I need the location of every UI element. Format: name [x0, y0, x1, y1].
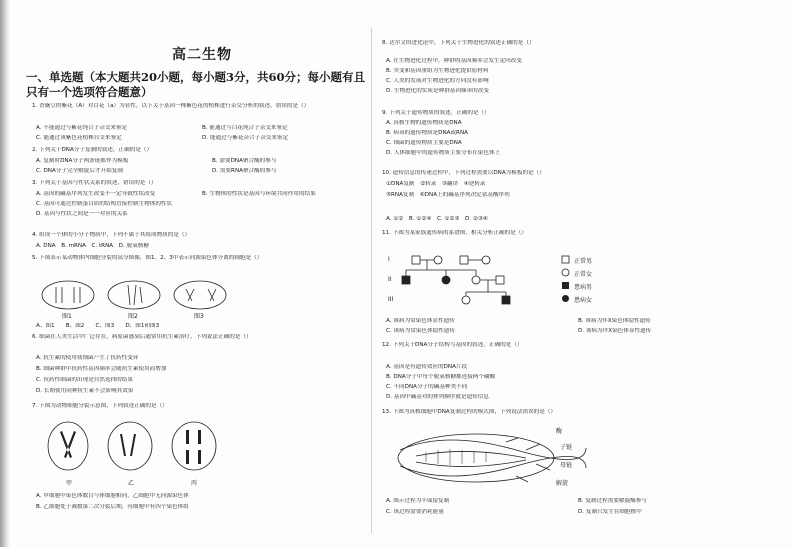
q2-option-c[interactable]: C. DNA分子完全解旋后才开始复制	[36, 168, 123, 174]
q13-label-enzyme: 酶	[556, 428, 563, 435]
q10-items-1: ①DNA复制 ②转录 ③翻译 ④逆转录	[386, 181, 486, 187]
q7-fig-label-bing: 丙	[191, 480, 198, 487]
q11-option-b[interactable]: B. 该病为伴X染色体隐性遗传	[578, 318, 651, 324]
legend-normal-male: 正常男	[574, 258, 593, 265]
q13-option-a[interactable]: A. 图示过程为半保留复制	[386, 498, 450, 504]
q12-option-a[interactable]: A. 基因是有遗传效应的DNA片段	[386, 364, 468, 370]
q2-option-a[interactable]: A. 复制时DNA分子两条链都作为模板	[36, 158, 129, 164]
q8-stem: 8. 达尔文的进化论中，下列关于生物进化的叙述正确的是（）	[382, 40, 535, 46]
q3-option-b[interactable]: B. 生物体的性状是基因与环境共同作用的结果	[202, 191, 316, 197]
q4-stem: 4. 组成一个体的小分子物质中，下列不属于其组成物质的是（）	[32, 232, 191, 238]
q4-options[interactable]: A. DNA B. mRNA C. tRNA D. 脱氧核糖	[36, 243, 149, 249]
q13-option-d[interactable]: D. 复制只发生在细胞核中	[578, 509, 642, 515]
q1-option-d[interactable]: D. 能通过与紫花杂合子杂交来鉴定	[202, 135, 289, 141]
q13-label-parent-strand: 母链	[560, 462, 573, 469]
q9-option-c[interactable]: C. 细菌的遗传物质主要是DNA	[386, 140, 462, 146]
q3-stem: 3. 下列关于基因与性状关系的叙述，错误的是（）	[32, 180, 157, 186]
q5-fig-label-3: 图3	[194, 313, 204, 320]
q13-label-daughter-strand: 子链	[560, 444, 573, 451]
legend-normal-female: 正常女	[574, 271, 593, 278]
q12-option-d[interactable]: D. 基因中碱基对的排列顺序就是遗传信息	[386, 394, 489, 400]
q5-fig-label-2: 图2	[128, 313, 138, 320]
q8-option-c[interactable]: C. 人类的发展对生物进化的方向没有影响	[386, 78, 489, 84]
q13-stem: 13. 下图为真核细胞中DNA复制过程的模式图，下列说法错误的是（）	[382, 409, 557, 415]
q2-option-d[interactable]: D. 需要RNA聚合酶的参与	[212, 168, 277, 174]
q6-option-a[interactable]: A. 抗生素的使用使细菌产生了抗药性变异	[36, 355, 139, 361]
q13-option-c[interactable]: C. 该过程需要消耗能量	[386, 509, 444, 515]
q7-stem: 7. 下图为动物细胞分裂示意图，下列叙述正确的是（）	[32, 403, 168, 409]
q13-dna-replication-figure	[386, 420, 646, 496]
q3-option-c[interactable]: C. 基因可通过控制蛋白质的结构直接控制生物体的性状	[36, 201, 173, 207]
q12-option-c[interactable]: C. 不同DNA分子的碱基种类不同	[386, 384, 468, 390]
q3-option-d[interactable]: D. 基因与性状之间是一一对应的关系	[36, 211, 128, 217]
q6-option-b[interactable]: B. 细菌种群中抗药性基因频率会随抗生素使用而增加	[36, 366, 167, 372]
right-column	[378, 0, 778, 547]
q11-option-a[interactable]: A. 该病为常染色体显性遗传	[386, 318, 455, 324]
q12-stem: 12. 下列关于DNA分子结构与基因的叙述，正确的是（）	[382, 342, 523, 348]
q11-option-d[interactable]: D. 该病为伴X染色体显性遗传	[578, 328, 652, 334]
q1-option-a[interactable]: A. 不能通过与紫花纯合子杂交来鉴定	[36, 125, 128, 131]
q1-option-c[interactable]: C. 能通过该紫色花植株自交来鉴定	[36, 135, 122, 141]
pedigree-gen-ii: II	[388, 276, 392, 283]
q2-option-b[interactable]: B. 需要DNA聚合酶的参与	[212, 158, 277, 164]
q8-option-d[interactable]: D. 生物进化的实质是种群基因频率的改变	[386, 88, 489, 94]
legend-affected-male: 患病男	[574, 284, 593, 291]
q8-option-a[interactable]: A. 在生物进化过程中，种群的基因频率会发生定向改变	[386, 58, 522, 64]
q1-stem: 1. 香豌豆的紫花（A）对白花（a）为显性，以下关于基因一株紫色花的植株进行杂交分析的叙述，错误的是（）	[32, 103, 310, 109]
q10-items-2: ⑤RNA复制 ⑥DNA上的碱基序列决定氨基酸序列	[386, 192, 510, 198]
q12-option-b[interactable]: B. DNA分子中每个脱氧核糖都连接两个磷酸	[386, 374, 496, 380]
q11-pedigree	[386, 252, 636, 312]
q5-options[interactable]: A、图1 B、图2 C、图3 D、图1和图3	[36, 323, 160, 329]
q1-option-b[interactable]: B. 能通过与白花纯合子杂交来鉴定	[202, 125, 288, 131]
q8-option-b[interactable]: B. 突变和基因重组为生物进化提供原材料	[386, 68, 489, 74]
section-heading: 一、单选题（本大题共20小题，每小题3分，共60分；每小题有且只有一个选项符合题意）	[26, 70, 366, 99]
q7-option-b[interactable]: B. 乙细胞处于减数第二次分裂后期，丙细胞中有四个染色体组	[36, 504, 189, 510]
legend-affected-female: 患病女	[574, 297, 593, 304]
q7-option-a[interactable]: A. 甲细胞中染色体数目与体细胞相同，乙细胞中无同源染色体	[36, 493, 189, 499]
q9-option-b[interactable]: B. 病毒的遗传物质是DNA或RNA	[386, 130, 468, 136]
q11-option-c[interactable]: C. 该病为常染色体隐性遗传	[386, 328, 455, 334]
pedigree-gen-i: I	[388, 256, 390, 263]
q9-option-d[interactable]: D. 人体细胞中的遗传物质主要分布在染色体上	[386, 150, 501, 156]
q9-option-a[interactable]: A. 真核生物的遗传物质是DNA	[386, 120, 462, 126]
q5-fig-label-1: 图1	[62, 313, 72, 320]
q6-stem: 6. 细菌在人类生活中广泛存在，病原菌感染后通常用抗生素治疗，下列说法正确的是（）	[32, 334, 252, 340]
q10-options[interactable]: A. ①② B. ①②④ C. ①②③ D. ②③④	[386, 216, 488, 222]
pedigree-gen-iii: III	[388, 296, 394, 303]
q2-stem: 2. 下列关于DNA分子复制的叙述，正确的是（）	[32, 147, 153, 153]
q13-label-unwinding: 解旋	[556, 480, 569, 487]
page-title: 高二生物	[172, 47, 232, 63]
column-divider	[371, 28, 372, 533]
q11-stem: 11. 下图为某家族遗传病的系谱图，相关分析正确的是（）	[382, 230, 527, 236]
q7-figure	[36, 418, 236, 487]
q6-option-c[interactable]: C. 抗药性细菌的出现是自然选择的结果	[36, 377, 133, 383]
q5-figure	[36, 277, 236, 320]
q7-fig-label-jia: 甲	[66, 480, 73, 487]
q3-option-a[interactable]: A. 基因的碱基序列发生改变不一定导致性状改变	[36, 191, 156, 197]
left-column	[22, 0, 367, 547]
scan-edge-shadow	[0, 0, 10, 547]
q13-option-b[interactable]: B. 复制过程需要解旋酶参与	[578, 498, 647, 504]
q6-option-d[interactable]: D. 长期使用同种抗生素不会影响其效果	[36, 388, 134, 394]
q7-fig-label-yi: 乙	[128, 480, 135, 487]
q9-stem: 9. 下列关于遗传物质的叙述，正确的是（）	[382, 110, 490, 116]
q5-stem: 5. 下图表示某动物体内细胞分裂的部分图像，图1、2、3中表示同源染色体分离的细胞是（）	[32, 255, 263, 261]
q10-stem: 10. 遗传信息的传递过程中，下列过程需要以DNA为模板的是（）	[382, 170, 545, 176]
